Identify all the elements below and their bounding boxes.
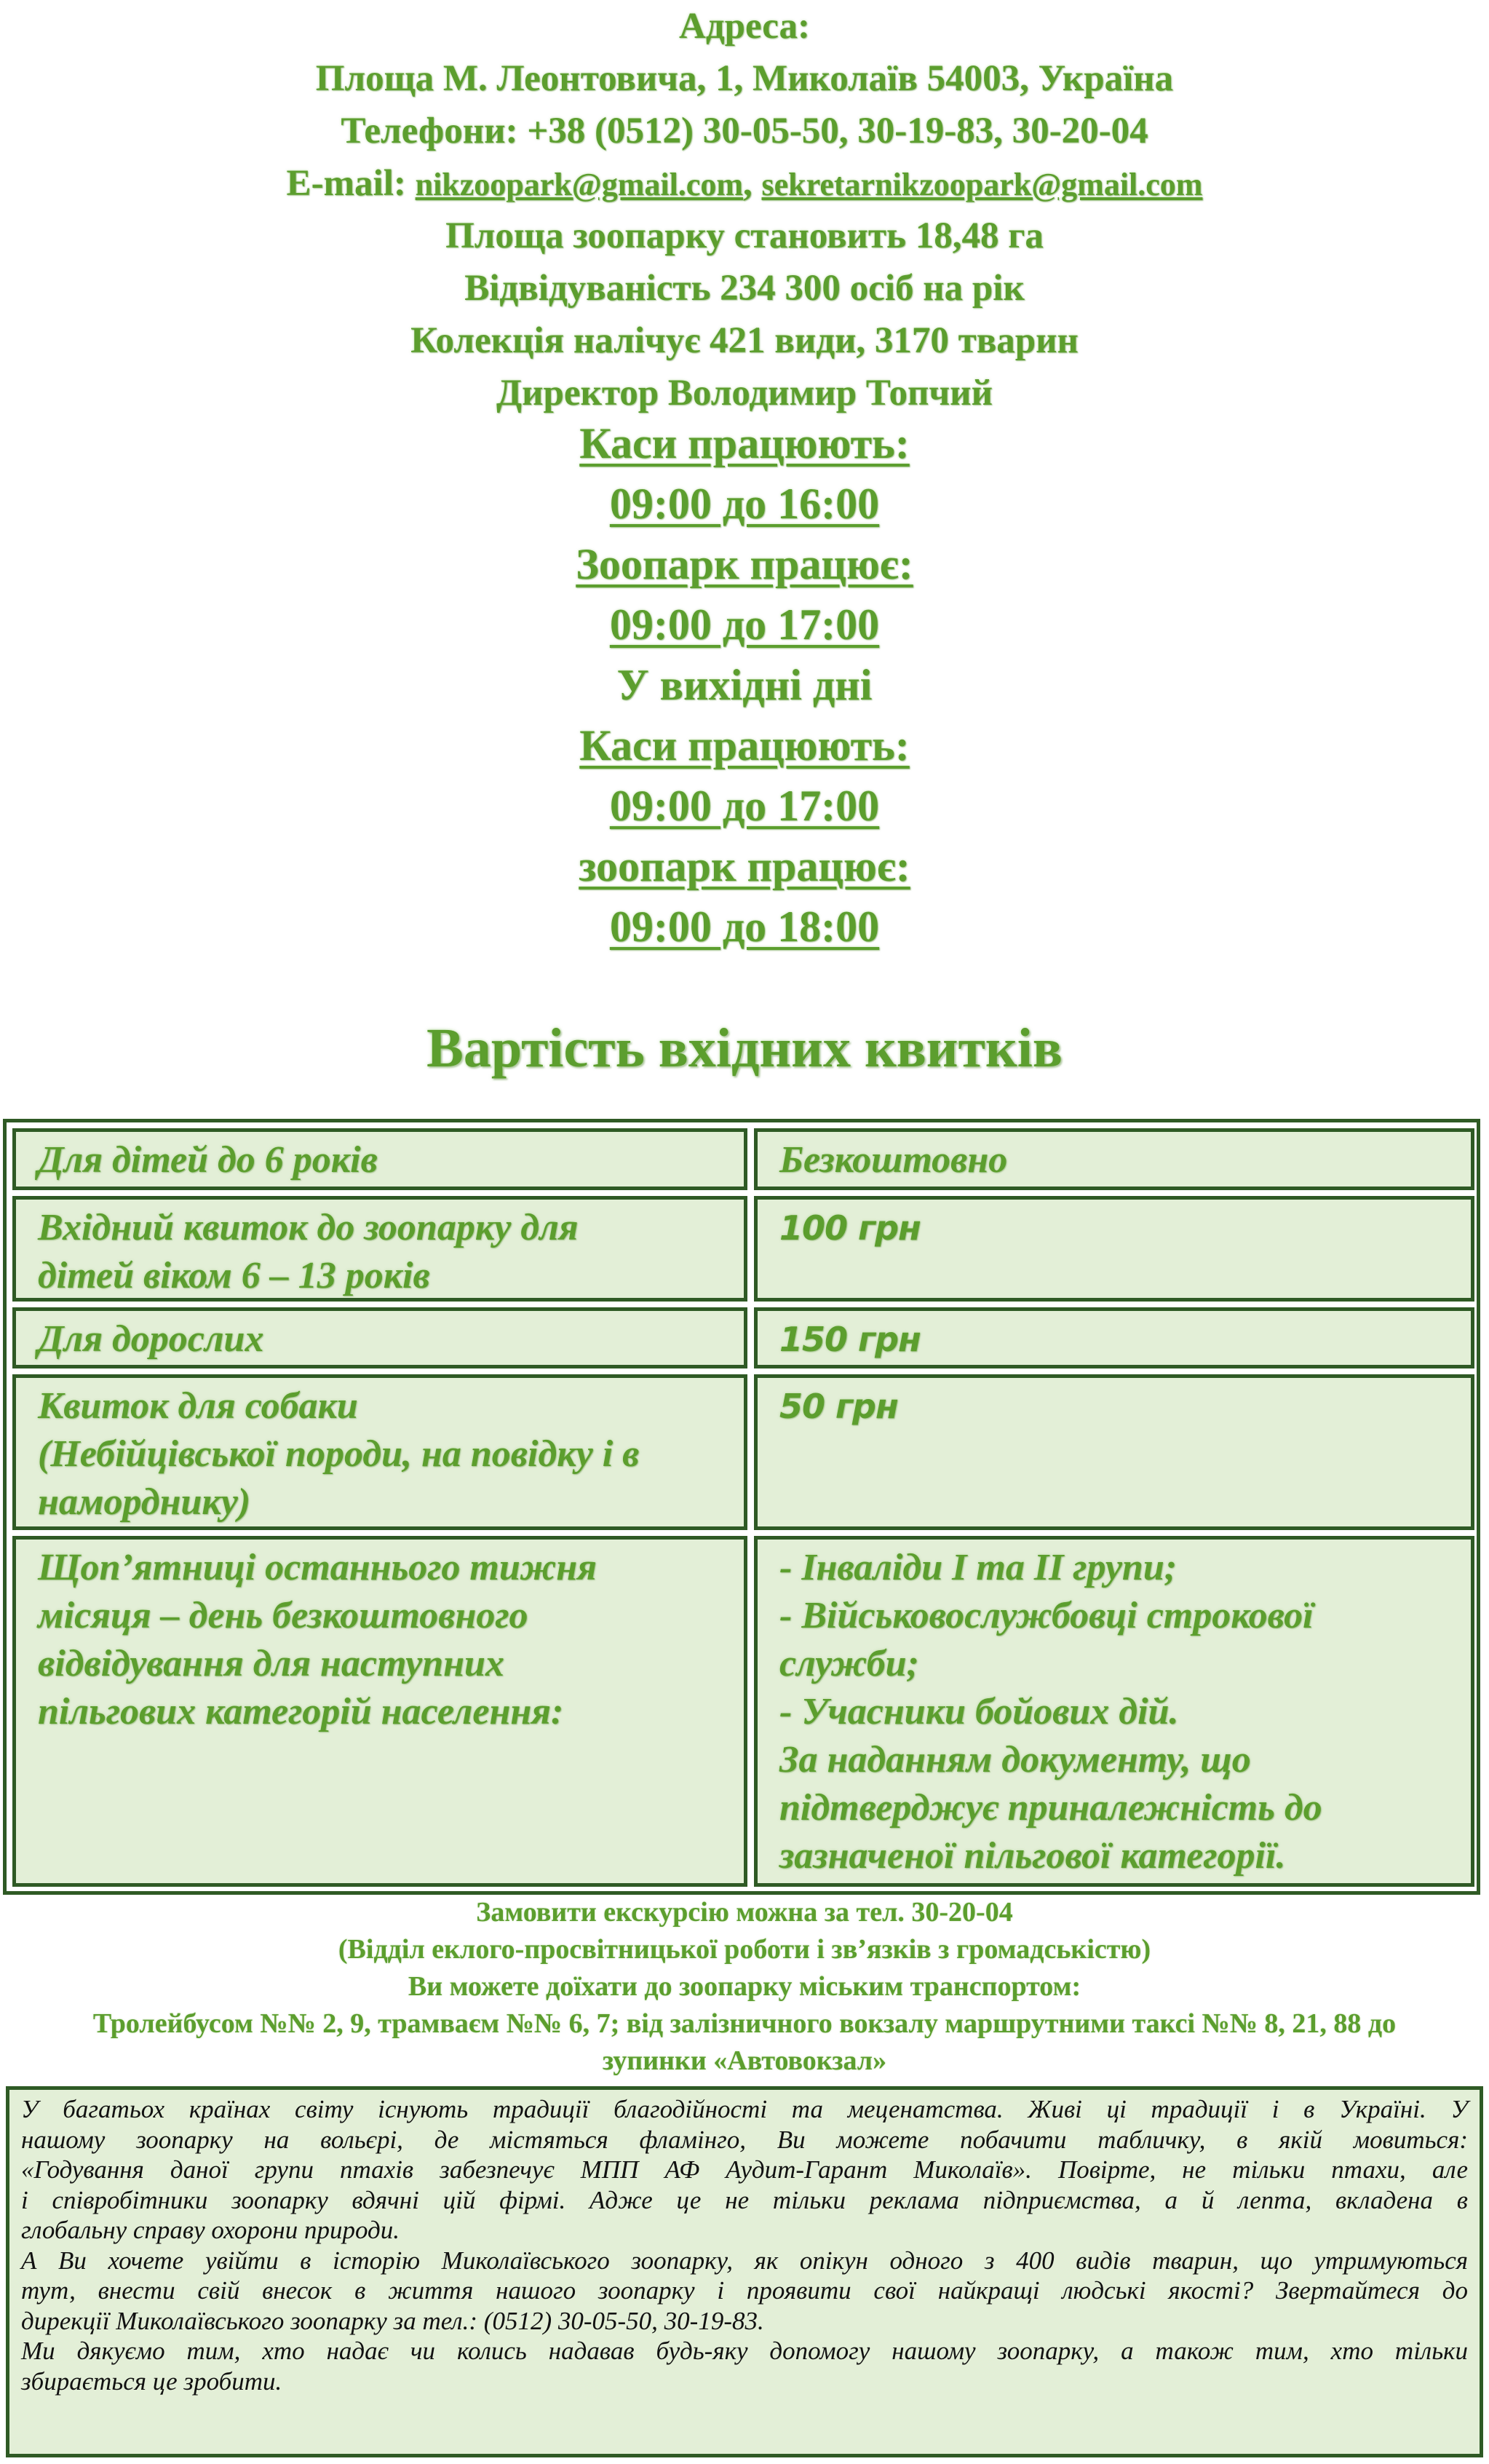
note-line: «Годування даної групи птахів забезпечує МПП АФ Аудит-Гарант Миколаїв». Повірте, не тільки птахи, але xyxy=(21,2155,1468,2184)
price-value-cell xyxy=(754,1374,1474,1530)
price-category-line: відвідування для наступних xyxy=(38,1643,504,1684)
zoo-hours-label xyxy=(0,534,1489,595)
address-label: Адреса: xyxy=(679,6,810,47)
price-category-line: Квиток для собаки xyxy=(38,1385,358,1427)
zoo-hours-weekend-label xyxy=(0,836,1489,897)
price-category-cell xyxy=(12,1128,747,1190)
email-separator: , xyxy=(743,163,753,204)
zoo-hours-weekday-text: 09:00 до 17:00 xyxy=(609,601,880,649)
price-value-line: - Військовослужбовці строкової xyxy=(779,1595,1314,1636)
price-value-line: служби; xyxy=(779,1643,919,1684)
price-value-cell xyxy=(754,1128,1474,1190)
email-label: E-mail: xyxy=(286,163,406,204)
price-table xyxy=(3,1119,1480,1895)
opening-hours xyxy=(0,413,1489,957)
zoo-hours-weekend xyxy=(0,897,1489,957)
note-line: збирається це зробити. xyxy=(21,2366,282,2396)
price-category-cell xyxy=(12,1196,747,1302)
note-line: дирекції Миколаївського зоопарку за тел.: (0512) 30-05-50, 30-19-83. xyxy=(21,2306,764,2335)
note-line: глобальну справу охорони природи. xyxy=(21,2216,400,2244)
note-line: тут, внести свій внесок в життя нашого зоопарку і проявити свої найкращі людські якості? Звертайтеся до xyxy=(21,2276,1468,2305)
price-value-line: За наданням документу, що xyxy=(779,1739,1251,1780)
note-line: А Ви хочете увійти в історію Миколаївського зоопарку, як опікун одного з 400 видів тварин, що утримуються xyxy=(21,2246,1468,2275)
price-category-line: наморднику) xyxy=(38,1481,251,1523)
info-block xyxy=(0,0,1489,419)
zoo-area: Площа зоопарку становить 18,48 га xyxy=(445,215,1044,256)
price-value-cell xyxy=(754,1196,1474,1302)
transport-stop: зупинки «Автовокзал» xyxy=(602,2045,887,2076)
price-category-cell xyxy=(12,1536,747,1887)
zoo-hours-weekend-label-text: зоопарк працює: xyxy=(579,842,910,890)
price-category-line: Для дорослих xyxy=(38,1318,264,1360)
price-value-line: 50 грн xyxy=(779,1387,898,1426)
price-category-line: Вхідний квиток до зоопарку для xyxy=(38,1207,579,1248)
department-info: (Відділ еклого-просвітницької роботи і зв’язків з громадськістю) xyxy=(338,1934,1151,1965)
contact-block xyxy=(0,1894,1489,2080)
cash-hours-weekend-label-text: Каси працюють: xyxy=(579,721,910,769)
zoo-hours-weekend-text: 09:00 до 18:00 xyxy=(609,903,880,951)
price-category-line: (Небійцівської породи, на повідку і в xyxy=(38,1433,640,1475)
cash-hours-label xyxy=(0,413,1489,474)
price-category-line: місяця – день безкоштовного xyxy=(38,1595,528,1636)
address: Площа М. Леонтовича, 1, Миколаїв 54003, Україна xyxy=(315,58,1174,99)
prices-title: Вартість вхідних квитків xyxy=(426,1018,1063,1079)
price-category-line: Щоп’ятниці останнього тижня xyxy=(38,1547,597,1588)
note-line: Ми дякуємо тим, хто надає чи колись надавав будь-яку допомогу нашому зоопарку, а також тим, хто тільки xyxy=(21,2337,1468,2365)
collection-size: Колекція налічує 421 види, 3170 тварин xyxy=(410,320,1079,361)
email-link-1[interactable]: nikzoopark@gmail.com xyxy=(415,167,743,202)
weekend-label xyxy=(0,655,1489,716)
cash-hours-weekday xyxy=(0,474,1489,534)
price-value-cell xyxy=(754,1536,1474,1887)
price-value-cell xyxy=(754,1307,1474,1368)
sponsorship-note xyxy=(6,2086,1483,2457)
cash-hours-weekend-text: 09:00 до 17:00 xyxy=(609,782,880,830)
note-line: нашому зоопарку на вольєрі, де містяться фламінго, Ви можете побачити табличку, в якій мовиться: xyxy=(21,2125,1468,2154)
email-line xyxy=(0,157,1489,210)
price-category-line: пільгових категорій населення: xyxy=(38,1691,564,1732)
cash-hours-weekend xyxy=(0,776,1489,836)
transport-routes: Тролейбусом №№ 2, 9, трамваєм №№ 6, 7; від залізничного вокзалу маршрутними таксі №№ 8, 21, 88 до xyxy=(92,2008,1397,2039)
price-value-line: 100 грн xyxy=(779,1208,921,1248)
zoo-hours-label-text: Зоопарк працює: xyxy=(576,540,913,588)
zoo-hours-weekday xyxy=(0,595,1489,655)
attendance: Відвідуваність 234 300 осіб на рік xyxy=(464,268,1025,309)
price-value-line: 150 грн xyxy=(779,1320,921,1359)
price-value-line: - Учасники бойових дій. xyxy=(779,1691,1179,1732)
director: Директор Володимир Топчий xyxy=(496,373,993,413)
note-line: і співробітники зоопарку вдячні цій фірмі. Адже це не тільки реклама підприємства, а й лепта, вкладена в xyxy=(21,2185,1468,2214)
price-category-line: дітей віком 6 – 13 років xyxy=(38,1255,430,1296)
price-value-line: Безкоштовно xyxy=(779,1139,1008,1181)
phones: Телефони: +38 (0512) 30-05-50, 30-19-83, 30-20-04 xyxy=(341,111,1148,151)
price-value-line: зазначеної пільгової категорії. xyxy=(779,1835,1286,1877)
note-line: У багатьох країнах світу існують традиції благодійності та меценатства. Живі ці традиції і в Україні. У xyxy=(21,2095,1468,2123)
price-category-cell xyxy=(12,1374,747,1530)
price-value-line: - Інваліди І та ІІ групи; xyxy=(779,1547,1178,1588)
price-category-line: Для дітей до 6 років xyxy=(38,1139,378,1181)
cash-hours-weekday-text: 09:00 до 16:00 xyxy=(609,480,880,528)
cash-hours-label-text: Каси працюють: xyxy=(579,419,910,467)
email-link-2[interactable]: sekretarnikzoopark@gmail.com xyxy=(761,167,1203,202)
price-value-line: підтверджує приналежність до xyxy=(779,1787,1322,1829)
excursion-info: Замовити екскурсію можна за тел. 30-20-04 xyxy=(476,1897,1013,1928)
transport-heading: Ви можете доїхати до зоопарку міським транспортом: xyxy=(408,1971,1081,2002)
cash-hours-weekend-label xyxy=(0,716,1489,776)
price-category-cell xyxy=(12,1307,747,1368)
weekend-label-text: У вихідні дні xyxy=(616,661,873,709)
